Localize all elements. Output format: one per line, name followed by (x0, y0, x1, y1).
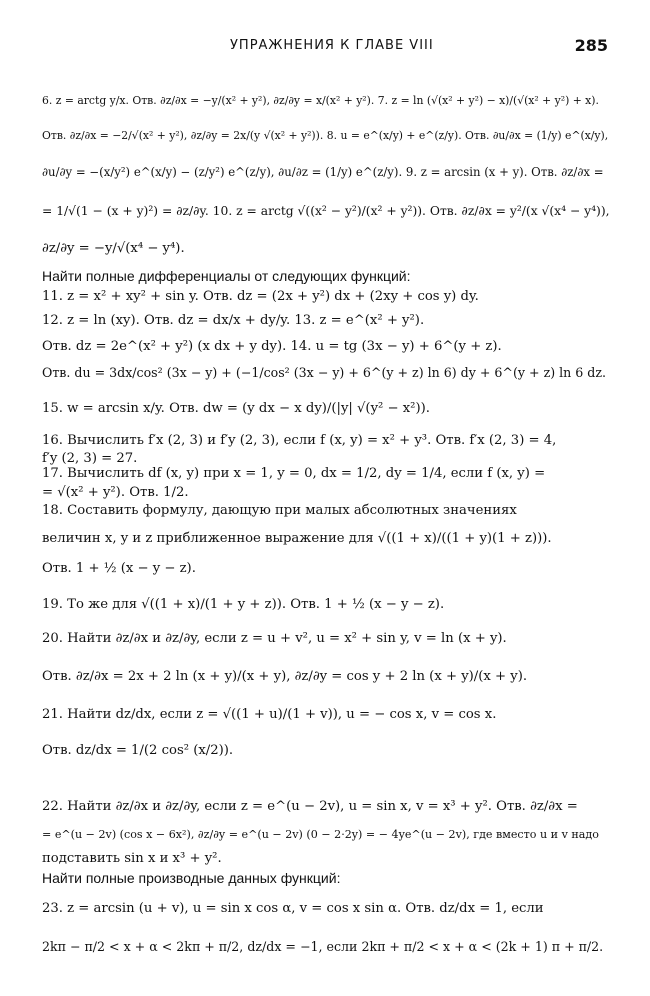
text-line: = 1/√(1 − (x + y)²) = ∂z/∂y. 10. z = arctg √((x² − y²)/(x² + y²)). Отв. ∂z/∂x = y²/(x √(x⁴ − y⁴)), (42, 204, 610, 218)
text-line: Отв. du = 3dx/cos² (3x − y) + (−1/cos² (3x − y) + 6^(y + z) ln 6) dy + 6^(y + z) ln 6 dz. (42, 365, 606, 380)
text-line: ∂z/∂y = −y/√(x⁴ − y⁴). (42, 241, 185, 256)
page-header (40, 38, 610, 62)
text-line: 2kπ − π/2 < x + α < 2kπ + π/2, dz/dx = −1, если 2kπ + π/2 < x + α < (2k + 1) π + π/2. (42, 939, 604, 954)
text-line: 16. Вычислить f′x (2, 3) и f′y (2, 3), если f (x, y) = x² + y³. Отв. f′x (2, 3) = 4, (42, 433, 557, 448)
text-line: = √(x² + y²). Отв. 1/2. (42, 485, 189, 500)
text-line: Отв. ∂z/∂x = 2x + 2 ln (x + y)/(x + y), ∂z/∂y = cos y + 2 ln (x + y)/(x + y). (42, 669, 528, 684)
running-head: УПРАЖНЕНИЯ К ГЛАВЕ VIII (230, 38, 434, 53)
text-line: 19. То же для √((1 + x)/(1 + y + z)). Отв. 1 + ½ (x − y − z). (42, 597, 445, 612)
text-line: подставить sin x и x³ + y². (42, 851, 222, 866)
text-line: 18. Составить формулу, дающую при малых абсолютных значениях (42, 503, 517, 518)
text-line: 17. Вычислить df (x, y) при x = 1, y = 0, dx = 1/2, dy = 1/4, если f (x, y) = (42, 466, 546, 481)
text-line: 15. w = arcsin x/y. Отв. dw = (y dx − x dy)/(|y| √(y² − x²)). (42, 401, 430, 416)
text-line: величин x, y и z приближенное выражение для √((1 + x)/((1 + y)(1 + z))). (42, 531, 552, 546)
text-line: Отв. 1 + ½ (x − y − z). (42, 561, 196, 576)
text-line: f′y (2, 3) = 27. (42, 451, 138, 466)
text-line: 12. z = ln (xy). Отв. dz = dx/x + dy/y. 13. z = e^(x² + y²). (42, 313, 425, 328)
page-number: 285 (574, 36, 608, 55)
text-line: Отв. dz/dx = 1/(2 cos² (x/2)). (42, 743, 234, 758)
text-line: 21. Найти dz/dx, если z = √((1 + u)/(1 + v)), u = − cos x, v = cos x. (42, 707, 497, 722)
text-line: = e^(u − 2v) (cos x − 6x²), ∂z/∂y = e^(u − 2v) (0 − 2·2y) = − 4ye^(u − 2v), где вместо u и v надо (42, 828, 599, 841)
section-heading: Найти полные дифференциалы от следующих функций: (42, 268, 411, 284)
text-line: ∂u/∂y = −(x/y²) e^(x/y) − (z/y²) e^(z/y), ∂u/∂z = (1/y) e^(z/y). 9. z = arcsin (x + y). Отв. ∂z/∂x = (42, 165, 604, 179)
text-line: 20. Найти ∂z/∂x и ∂z/∂y, если z = u + v², u = x² + sin y, v = ln (x + y). (42, 631, 507, 646)
text-line: 22. Найти ∂z/∂x и ∂z/∂y, если z = e^(u − 2v), u = sin x, v = x³ + y². Отв. ∂z/∂x = (42, 799, 578, 814)
text-line: Отв. dz = 2e^(x² + y²) (x dx + y dy). 14. u = tg (3x − y) + 6^(y + z). (42, 339, 502, 354)
section-heading: Найти полные производные данных функций: (42, 870, 341, 886)
text-line: 23. z = arcsin (u + v), u = sin x cos α, v = cos x sin α. Отв. dz/dx = 1, если (42, 901, 544, 916)
text-line: 6. z = arctg y/x. Отв. ∂z/∂x = −y/(x² + y²), ∂z/∂y = x/(x² + y²). 7. z = ln (√(x² + y²) − x)/(√(x² + y²) + x). (42, 94, 599, 107)
text-line: Отв. ∂z/∂x = −2/√(x² + y²), ∂z/∂y = 2x/(y √(x² + y²)). 8. u = e^(x/y) + e^(z/y). Отв. ∂u/∂x = (1/y) e^(x/y), (42, 129, 609, 142)
text-line: 11. z = x² + xy² + sin y. Отв. dz = (2x + y²) dx + (2xy + cos y) dy. (42, 289, 479, 304)
